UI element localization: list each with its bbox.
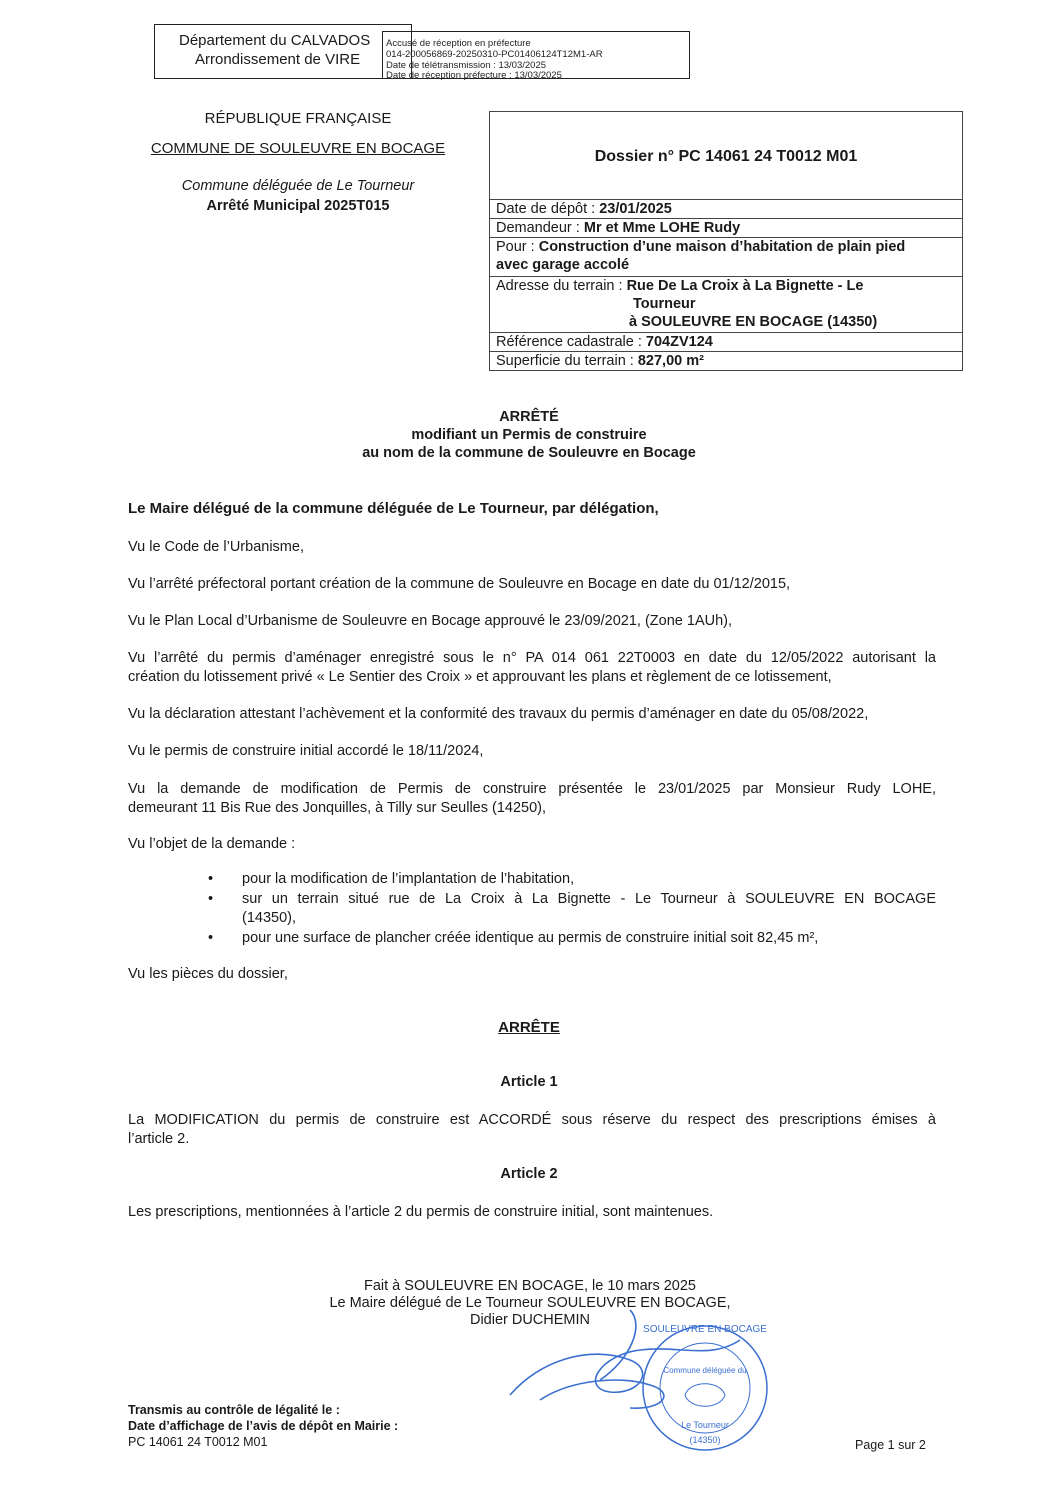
page-number: Page 1 sur 2 <box>855 1438 926 1452</box>
vu-declaration: Vu la déclaration attestant l’achèvement et la conformité des travaux du permis d’aménager en date du 05/08/2022, <box>128 706 869 722</box>
arrete-municipal: Arrêté Municipal 2025T015 <box>206 198 390 214</box>
row-reference <box>490 332 962 352</box>
superficie-value: 827,00 m² <box>637 353 704 369</box>
departement-label: Département du CALVADOS <box>179 32 371 49</box>
date-depot-value: 23/01/2025 <box>599 201 672 217</box>
signature-stamp-graphic <box>480 1300 810 1460</box>
pour-label: Pour : <box>496 239 539 255</box>
adresse-label: Adresse du terrain : <box>496 278 627 294</box>
commune-stamp <box>643 1324 767 1450</box>
vu-permis-initial: Vu le permis de construire initial accordé le 18/11/2024, <box>128 743 484 759</box>
footer-reference: PC 14061 24 T0012 M01 <box>128 1435 268 1449</box>
article-2-heading: Article 2 <box>500 1166 558 1182</box>
objet-item-2b: (14350), <box>242 910 297 926</box>
demandeur-value: Mr et Mme LOHE Rudy <box>583 220 741 236</box>
objet-item-3: pour une surface de plancher créée identique au permis de construire initial soit 82,45 m², <box>242 930 819 946</box>
accuse-reception-box <box>382 31 690 79</box>
article-1-heading: Article 1 <box>500 1074 558 1090</box>
reference-label: Référence cadastrale : <box>496 334 646 350</box>
article-1-text-b: l’article 2. <box>128 1131 190 1147</box>
objet-item-1: pour la modification de l’implantation de l’habitation, <box>242 871 575 887</box>
vu-objet: Vu l’objet de la demande : <box>128 836 296 852</box>
row-pour <box>490 237 962 277</box>
dossier-box <box>489 111 963 371</box>
svg-text:Le Tourneur: Le Tourneur <box>681 1420 729 1430</box>
row-adresse <box>490 276 962 332</box>
transmis-controle: Transmis au contrôle de légalité le : <box>128 1403 340 1417</box>
bullet-3: • <box>208 930 214 946</box>
svg-text:SOULEUVRE EN BOCAGE: SOULEUVRE EN BOCAGE <box>643 1324 767 1335</box>
dossier-number: Dossier n° PC 14061 24 T0012 M01 <box>594 148 858 165</box>
accuse-line-4: Date de réception préfecture : 13/03/2025 <box>386 70 562 81</box>
adresse-value-2: Tourneur <box>633 296 696 312</box>
vu-permis-amenager-1: Vu l’arrêté du permis d’aménager enregistré sous le n° PA 014 061 22T0003 en date du 12/05/2022 autorisant la <box>128 650 936 666</box>
republique-francaise: RÉPUBLIQUE FRANÇAISE <box>204 110 392 127</box>
maire-delegue: Le Maire délégué de Le Tourneur SOULEUVRE EN BOCAGE, <box>329 1295 731 1311</box>
article-1-text-a: La MODIFICATION du permis de construire est ACCORDÉ sous réserve du respect des prescriptions émises à <box>128 1112 936 1128</box>
accuse-line-3: Date de télétransmission : 13/03/2025 <box>386 60 547 71</box>
arrete-subtitle-1: modifiant un Permis de construire <box>411 427 647 443</box>
arrete-heading: ARRÊTÉ <box>499 409 559 425</box>
demandeur-label: Demandeur : <box>496 220 584 236</box>
departement-box <box>154 24 412 79</box>
arrondissement-label: Arrondissement de VIRE <box>195 51 361 68</box>
vu-demande-2: demeurant 11 Bis Rue des Jonquilles, à Tilly sur Seulles (14250), <box>128 800 547 816</box>
superficie-label: Superficie du terrain : <box>496 353 638 369</box>
vu-code-urbanisme: Vu le Code de l’Urbanisme, <box>128 539 304 555</box>
vu-demande-1: Vu la demande de modification de Permis de construire présentée le 23/01/2025 par Monsieur Rudy LOHE, <box>128 781 936 797</box>
row-date-depot <box>490 199 962 219</box>
commune-title: COMMUNE DE SOULEUVRE EN BOCAGE <box>150 140 446 157</box>
date-affichage: Date d’affichage de l’avis de dépôt en Mairie : <box>128 1419 399 1433</box>
intro-maire: Le Maire délégué de la commune déléguée de Le Tourneur, par délégation, <box>128 500 659 517</box>
vu-plu: Vu le Plan Local d’Urbanisme de Souleuvre en Bocage approuvé le 23/09/2021, (Zone 1AUh), <box>128 613 733 629</box>
date-depot-label: Date de dépôt : <box>496 201 600 217</box>
reference-value: 704ZV124 <box>645 334 713 350</box>
svg-text:(14350): (14350) <box>689 1435 721 1445</box>
vu-permis-amenager-2: création du lotissement privé « Le Sentier des Croix » et approuvant les plans et règlement de ce lotissement, <box>128 669 832 685</box>
objet-item-2a: sur un terrain situé rue de La Croix à La Bignette - Le Tourneur à SOULEUVRE EN BOCAGE <box>242 891 936 907</box>
adresse-value-3: à SOULEUVRE EN BOCAGE (14350) <box>629 314 878 330</box>
pour-value-1: Construction d’une maison d’habitation de plain pied <box>538 239 906 255</box>
pour-value-2: avec garage accolé <box>496 257 630 273</box>
svg-text:Commune déléguée du: Commune déléguée du <box>663 1366 747 1375</box>
accuse-line-1: Accusé de réception en préfecture <box>386 38 531 49</box>
signataire-nom: Didier DUCHEMIN <box>469 1312 591 1328</box>
article-2-text: Les prescriptions, mentionnées à l’article 2 du permis de construire initial, sont maintenues. <box>128 1204 714 1220</box>
vu-pieces: Vu les pièces du dossier, <box>128 966 288 982</box>
commune-deleguee: Commune déléguée de Le Tourneur <box>181 178 415 194</box>
arrete-subtitle-2: au nom de la commune de Souleuvre en Bocage <box>362 445 696 461</box>
accuse-line-2: 014-200056869-20250310-PC01406124T12M1-AR <box>386 49 603 60</box>
fait-a: Fait à SOULEUVRE EN BOCAGE, le 10 mars 2025 <box>363 1278 696 1294</box>
bullet-2: • <box>208 891 214 907</box>
row-demandeur <box>490 218 962 238</box>
vu-arrete-prefectoral: Vu l’arrêté préfectoral portant création de la commune de Souleuvre en Bocage en date du 01/12/2015, <box>128 576 791 592</box>
arrete-section: ARRÊTE <box>498 1019 560 1036</box>
adresse-value-1: Rue De La Croix à La Bignette - Le <box>626 278 864 294</box>
row-superficie <box>490 351 962 371</box>
bullet-1: • <box>208 871 214 887</box>
